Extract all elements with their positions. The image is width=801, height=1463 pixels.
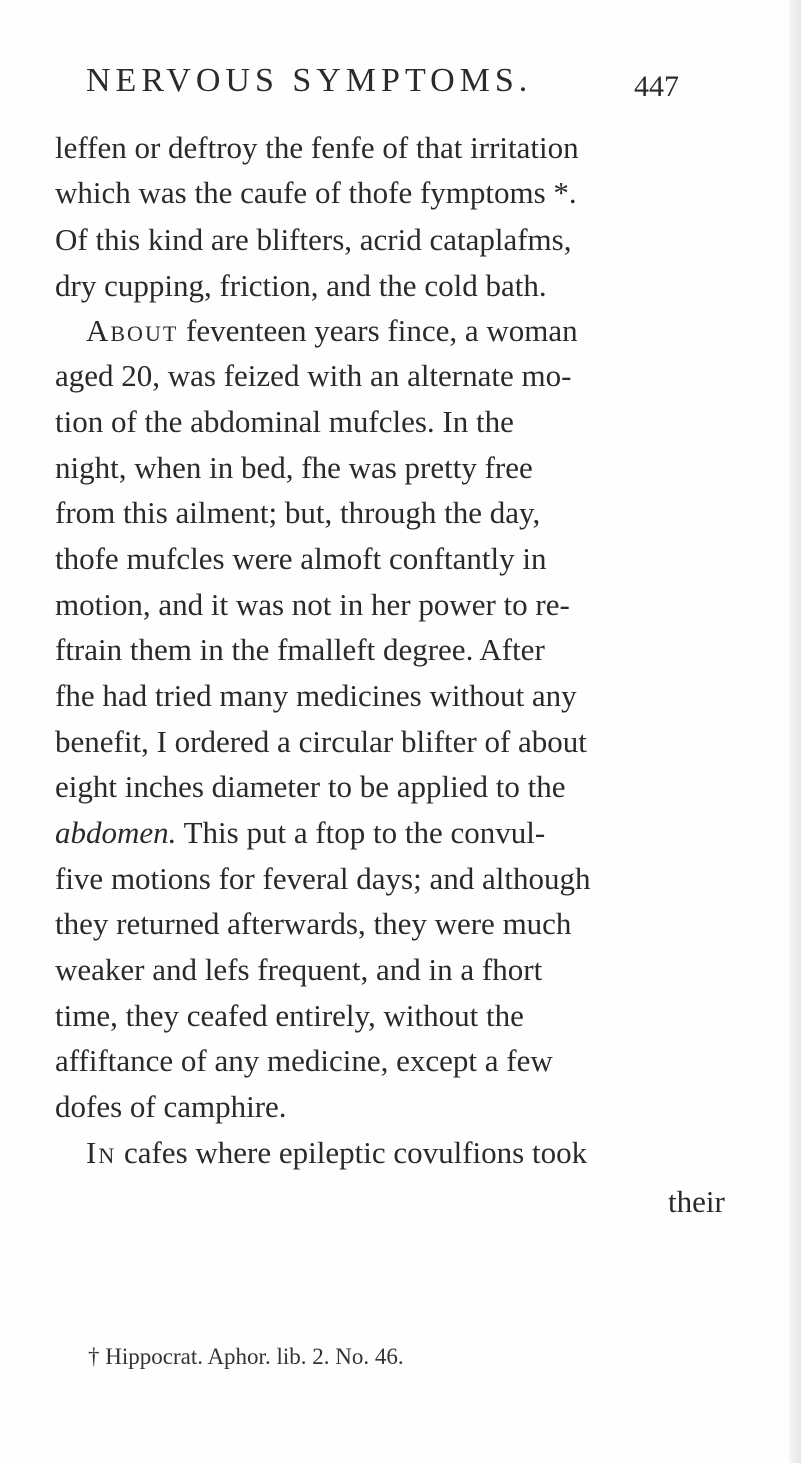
text-line: five motions for feveral days; and although (55, 861, 591, 896)
text-line: which was the caufe of thofe fymptoms *. (55, 175, 577, 210)
text-line: motion, and it was not in her power to re- (55, 587, 570, 622)
text-line (86, 1135, 587, 1171)
paragraph-lead-smallcaps: About (86, 313, 179, 348)
text-line: leffen or deftroy the fenfe of that irritation (55, 130, 579, 165)
text-line: weaker and lefs frequent, and in a fhort (55, 952, 543, 987)
italic-word: abdomen. (55, 815, 177, 850)
text-line: eight inches diameter to be applied to the (55, 769, 566, 804)
footnote: † Hippocrat. Aphor. lib. 2. No. 46. (88, 1344, 404, 1369)
text-line-rest: cafes where epileptic covulfions took (116, 1135, 588, 1170)
text-line-rest: This put a ftop to the convul- (176, 815, 546, 850)
paragraph-lead-smallcaps: In (86, 1135, 117, 1170)
page-number: 447 (634, 70, 679, 103)
text-line (55, 815, 545, 851)
text-line: dry cupping, friction, and the cold bath. (55, 268, 547, 303)
text-line-rest: feventeen years fince, a woman (178, 313, 578, 348)
catchword: their (668, 1184, 725, 1219)
text-line: they returned afterwards, they were much (55, 906, 572, 941)
text-line: tion of the abdominal mufcles. In the (55, 404, 514, 439)
text-line: from this ailment; but, through the day, (55, 495, 541, 530)
text-line: affiftance of any medicine, except a few (55, 1043, 553, 1078)
text-line: dofes of camphire. (55, 1089, 287, 1124)
text-line: benefit, I ordered a circular blifter of about (55, 724, 587, 759)
text-line: night, when in bed, fhe was pretty free (55, 450, 533, 485)
running-title: NERVOUS SYMPTOMS. (86, 62, 533, 99)
text-line: Of this kind are blifters, acrid cataplafms, (55, 222, 572, 257)
page-edge (789, 0, 801, 1463)
text-line: aged 20, was feized with an alternate mo- (55, 358, 572, 393)
text-line: fhe had tried many medicines without any (55, 678, 577, 713)
text-line (86, 313, 578, 349)
text-line: ftrain them in the fmalleft degree. After (55, 632, 545, 667)
text-line: time, they ceafed entirely, without the (55, 998, 524, 1033)
text-line: thofe mufcles were almoft conftantly in (55, 541, 547, 576)
